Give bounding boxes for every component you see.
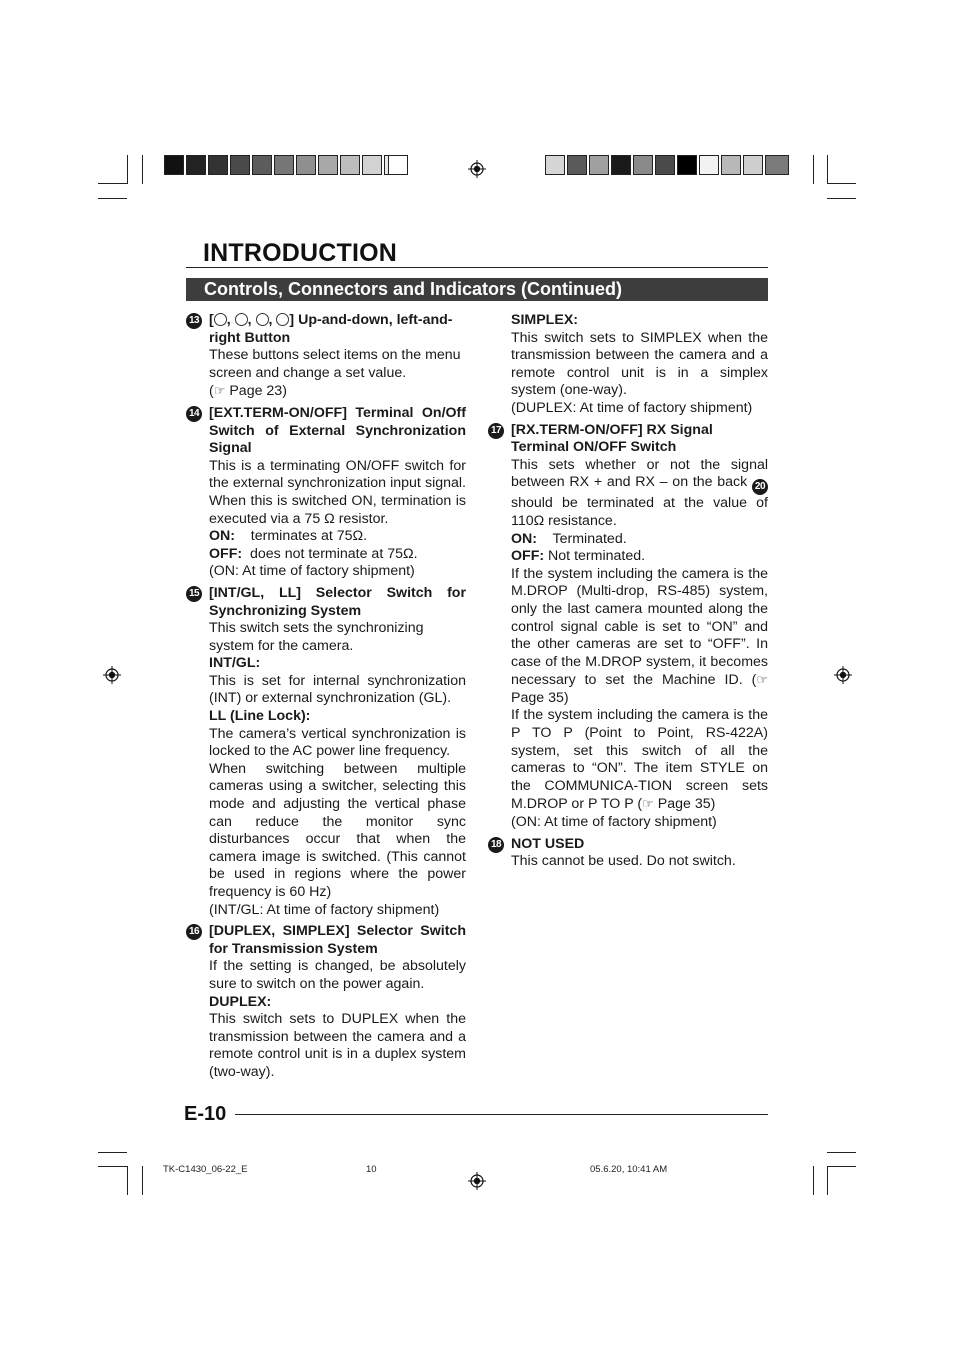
ll-text: The camera’s vertical synchronization is locked to the AC power line frequency.: [209, 725, 466, 760]
registration-mark-icon: [468, 160, 486, 178]
item-heading: [RX.TERM-ON/OFF] RX Signal Terminal ON/OFF Switch: [511, 421, 713, 456]
crop-mark: [98, 183, 127, 184]
right-column: [488, 312, 768, 875]
item-heading: [EXT.TERM-ON/OFF] Terminal On/Off Switch of External Synchronization Signal: [209, 404, 466, 457]
slug-filename: TK-C1430_06-22_E: [163, 1164, 248, 1175]
right-button-icon: [276, 313, 289, 326]
title-rule: [186, 267, 768, 268]
pointing-hand-icon: ☞: [213, 383, 226, 399]
item-number: 13: [186, 313, 202, 329]
item-heading: NOT USED: [511, 835, 585, 852]
item-body: This cannot be used. Do not switch.: [511, 853, 736, 870]
page-number: E-10: [184, 1103, 227, 1125]
crop-mark: [142, 1166, 143, 1195]
ll-label: LL (Line Lock):: [209, 708, 311, 725]
item-number: 15: [186, 586, 202, 602]
section-banner: [186, 278, 768, 301]
item-body: This sets whether or not the signal between RX + and RX – on the back 20 should be terminated at the value of 110Ω resistance.: [511, 456, 768, 529]
item-13: [186, 312, 466, 401]
mdrop-text: If the system including the camera is the M.DROP (Multi-drop, RS-485) system, only the last camera mounted along the control signal cable is set to “ON” and the other cameras are set to “OFF”. In case of the M.DROP system, it becomes necessary to set the Machine ID. (☞ Page 35): [511, 565, 768, 706]
down-button-icon: [235, 313, 248, 326]
duplex-text: This switch sets to DUPLEX when the transmission between the camera and a remote control unit is in a duplex system (two-way).: [209, 1011, 466, 1080]
registration-mark-icon: [834, 666, 852, 684]
slug-date: 05.6.20, 10:41 AM: [590, 1164, 668, 1175]
registration-mark-icon: [468, 1172, 486, 1190]
intgl-text: This is set for internal synchronization (INT) or external synchronization (GL).: [209, 672, 466, 707]
registration-mark-icon: [103, 666, 121, 684]
slug-page: 10: [366, 1164, 377, 1175]
item-body: These buttons select items on the menu screen and change a set value.: [209, 347, 461, 381]
crop-mark: [813, 155, 814, 184]
item-15: [186, 585, 466, 919]
item-number: 17: [488, 423, 504, 439]
item-number: 18: [488, 837, 504, 853]
item-body: This switch sets the synchronizing system for the camera.: [209, 620, 424, 654]
crop-mark: [827, 155, 828, 184]
item-body: This is a terminating ON/OFF switch for the external synchronization input signal. When this is switched ON, termination is executed via a 75 Ω resistor.: [209, 457, 466, 527]
factory-default: (ON: At time of factory shipment): [209, 563, 415, 580]
crop-mark: [827, 1166, 828, 1195]
page-title: INTRODUCTION: [203, 239, 398, 267]
item-18: [488, 836, 768, 871]
crop-mark: [127, 155, 128, 184]
item-body: If the setting is changed, be absolutely sure to switch on the power again.: [209, 958, 466, 992]
up-button-icon: [214, 313, 227, 326]
back-panel-reference: 20: [752, 479, 768, 495]
left-button-icon: [256, 313, 269, 326]
simplex-label: SIMPLEX:: [511, 312, 579, 328]
crop-mark: [142, 155, 143, 184]
factory-default: (INT/GL: At time of factory shipment): [209, 901, 440, 918]
item-heading: [INT/GL, LL] Selector Switch for Synchronizing System: [209, 584, 466, 619]
left-column: [186, 312, 466, 1086]
page-reference: (☞ Page 23): [209, 383, 287, 400]
item-17: [488, 422, 768, 832]
crop-mark: [813, 1166, 814, 1195]
crop-mark: [827, 198, 856, 199]
crop-mark: [98, 198, 127, 199]
crop-mark: [827, 1152, 856, 1153]
crop-mark: [827, 1166, 856, 1167]
on-setting: ON: terminates at 75Ω.: [209, 528, 368, 545]
ll-text: When switching between multiple cameras using a switcher, selecting this mode and adjusting the vertical phase can reduce the monitor sync disturbances occur that when the camera image is switched. (This cannot be used in regions where the power frequency is 60 Hz): [209, 760, 466, 900]
section-banner-text: Controls, Connectors and Indicators (Continued): [204, 279, 622, 299]
item-heading: [DUPLEX, SIMPLEX] Selector Switch for Transmission System: [209, 923, 466, 957]
item-number: 14: [186, 406, 202, 422]
item-16: [186, 923, 466, 1081]
crop-mark: [98, 1152, 127, 1153]
item-14: [186, 405, 466, 581]
pointing-hand-icon: ☞: [756, 672, 768, 688]
footer-rule: [235, 1114, 768, 1115]
crop-mark: [98, 1166, 127, 1167]
item-heading: [ , , , ] Up-and-down, left-and-right Button: [209, 312, 453, 346]
factory-default: (DUPLEX: At time of factory shipment): [511, 399, 753, 416]
crop-mark: [827, 183, 856, 184]
duplex-label: DUPLEX:: [209, 993, 272, 1010]
item-16-continued: [488, 312, 768, 418]
simplex-text: This switch sets to SIMPLEX when the transmission between the camera and a remote control unit is in a simplex system (one-way).: [511, 329, 768, 399]
on-setting: ON: Terminated.: [511, 530, 627, 547]
intgl-label: INT/GL:: [209, 655, 261, 672]
factory-default: (ON: At time of factory shipment): [511, 814, 717, 831]
pointing-hand-icon: ☞: [642, 796, 654, 812]
off-setting: OFF: Not terminated.: [511, 548, 646, 565]
off-setting: OFF: does not terminate at 75Ω.: [209, 545, 418, 562]
item-number: 16: [186, 924, 202, 940]
crop-mark: [127, 1166, 128, 1195]
ptop-text: If the system including the camera is the P TO P (Point to Point, RS-422A) system, set this switch of all the cameras to “ON”. The item STYLE on the COMMUNICA-TION screen sets M.DROP or P TO P (☞ Page 35): [511, 707, 768, 813]
